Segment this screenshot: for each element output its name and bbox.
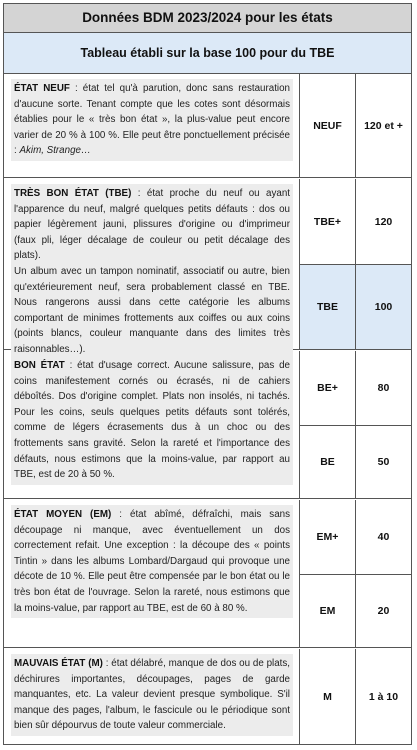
grade-value-tbe: 100 — [356, 265, 411, 350]
table-subtitle: Tableau établi sur la base 100 pour du TBE — [4, 33, 411, 74]
table-title: Données BDM 2023/2024 pour les états — [4, 4, 411, 33]
grade-value-m: 1 à 10 — [368, 690, 399, 703]
heading-neuf: ÉTAT NEUF — [14, 83, 70, 94]
grade-value-neuf: 120 et + — [356, 74, 411, 178]
grade-code-be: BE — [300, 426, 356, 499]
desc-m: MAUVAIS ÉTAT (M) : état délabré, manque de dos ou de plats, déchirures importantes, découpages, pages de garde manquantes, etc. La valeur devient presque symbolique. S'il manque des pages, l'album, le fascicule ou le périodique sont bien sûr dépourvus de toute valeur commerciale. — [4, 649, 300, 744]
grade-value-be-plus: 80 — [356, 351, 411, 426]
heading-m: MAUVAIS ÉTAT (M) — [14, 658, 103, 669]
heading-tbe: TRÈS BON ÉTAT (TBE) — [14, 188, 132, 199]
desc-be: BON ÉTAT : état d'usage correct. Aucune salissure, pas de coins manifestement cornés ou écrasés, ni de cahiers déboîtés. Dos d'origine complet. Plats non insolés, ni tachés. Pour les coins, seuls quelques petits défauts sont tolérés, comme de légers écrasements dus à un choc ou des frottements sans gravité. Selon la rareté et l'importance des défauts, nous estimons que la moins-value, par rapport au TBE, est de 20 à 50 %. — [4, 351, 300, 499]
grade-code-tbe: TBE — [300, 265, 356, 350]
table — [3, 3, 412, 745]
desc-neuf: ÉTAT NEUF : état tel qu'à parution, donc sans restauration d'aucune sorte. Tenant compte que les cotes sont désormais établies pour le « très bon état », la plus-value peut encore varier de 20 % à 100 %. Elle peut être ponctuellement précisée : Akim, Strange… — [4, 74, 300, 178]
desc-tbe: TRÈS BON ÉTAT (TBE) : état proche du neuf ou ayant l'apparence du neuf, malgré quelques petits défauts : dos ou papier légèrement jauni, plissures d'origine ou d'imprimeur (faux pli, léger décalage de couleur ou petit décalage des plats). Un album avec un tampon nominatif, associatif ou autre, bien qu'extérieurement neuf, sera probablement classé en TBE. Nous rangerons aussi dans cette catégorie les albums comportant de minimes frottements aux coiffes ou aux coins (points blancs, couleur manquante dans des limites très raisonnables…). — [4, 179, 300, 350]
grade-value-be: 50 — [356, 426, 411, 499]
grade-code-m: M — [300, 649, 356, 744]
grade-code-neuf: NEUF — [300, 74, 356, 178]
grade-value-tbe-plus: 120 — [356, 179, 411, 265]
grade-value-em: 20 — [356, 575, 411, 648]
grade-code-be-plus: BE+ — [300, 351, 356, 426]
heading-be: BON ÉTAT — [14, 360, 65, 371]
desc-em: ÉTAT MOYEN (EM) : état abîmé, défraîchi, mais sans découpage ni manque, avec éventuellement un dos correctement refait. Une exception : la découpe des « points Tintin » dans les albums Lombard/Dargaud qui provoque une décote de 10 %. Elle peut être compensée par le bon état ou le très bon état de l'ouvrage. Selon la rareté, nous estimons que la moins-value, par rapport au TBE, est de 60 à 80 %. — [4, 500, 300, 648]
heading-em: ÉTAT MOYEN (EM) — [14, 509, 112, 520]
grade-code-tbe-plus: TBE+ — [300, 179, 356, 265]
grade-code-em-plus: EM+ — [300, 500, 356, 575]
grade-value-em-plus: 40 — [356, 500, 411, 575]
grade-code-em: EM — [300, 575, 356, 648]
